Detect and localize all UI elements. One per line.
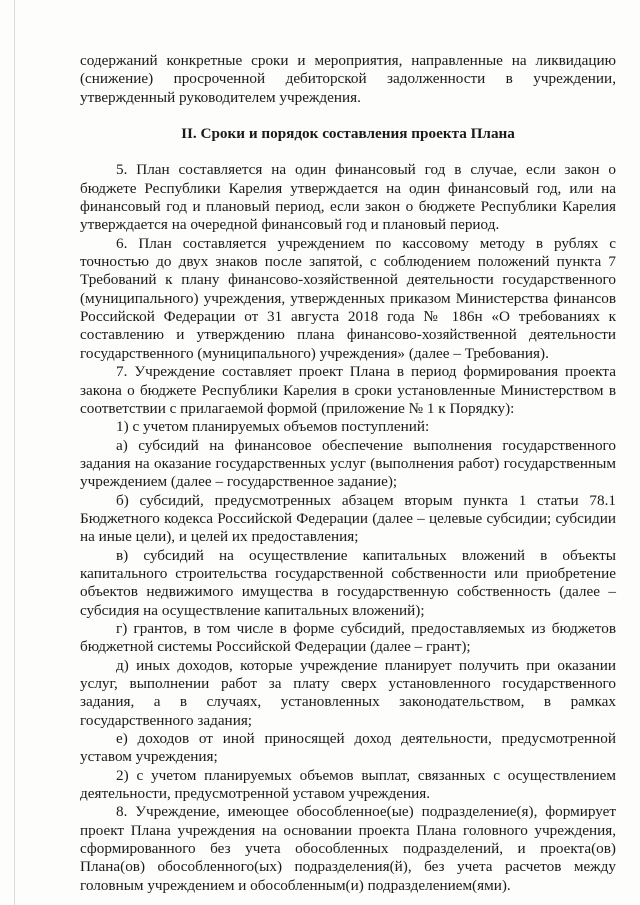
- item-a: а) субсидий на финансовое обеспечение выполнения государственного задания на оказание государственных услуг (выполнения работ) государственным учреждением (далее – государственное задание);: [80, 436, 616, 491]
- section-title: II. Сроки и порядок составления проекта Плана: [181, 125, 515, 143]
- item-v: в) субсидий на осуществление капитальных вложений в объекты капитального строительства государственной собственности или приобретение объектов недвижимого имущества в государственную собственность (далее – субсидия на осуществление капитальных вложений);: [80, 546, 616, 619]
- scan-edge-line: [14, 0, 15, 905]
- paragraph-5: 5. План составляется на один финансовый год в случае, если закон о бюджете Республики Карелия утверждается на один финансовый год, или на финансовый год и плановый период, если закон о бюджете Республики Карелия утверждается на очередной финансовый год и плановый период.: [80, 161, 616, 234]
- item-g: г) грантов, в том числе в форме субсидий, предоставляемых из бюджетов бюджетной системы Российской Федерации (далее – грант);: [80, 619, 616, 656]
- item-b: б) субсидий, предусмотренных абзацем вторым пункта 1 статьи 78.1 Бюджетного кодекса Российской Федерации (далее – целевые субсидии; субсидии на иные цели), и целей их предоставления;: [80, 491, 616, 546]
- document-body: [80, 52, 616, 895]
- item-2: 2) с учетом планируемых объемов выплат, связанных с осуществлением деятельности, предусмотренной уставом учреждения.: [80, 766, 616, 803]
- paragraph-6: 6. План составляется учреждением по кассовому методу в рублях с точностью до двух знаков после запятой, с соблюдением положений пункта 7 Требований к плану финансово-хозяйственной деятельности государственного (муниципального) учреждения, утвержденных приказом Министерства финансов Российской Федерации от 31 августа 2018 года № 186н «О требованиях к составлению и утверждению плана финансово-хозяйственной деятельности государственного (муниципального) учреждения» (далее – Требования).: [80, 234, 616, 362]
- intro-paragraph: содержаний конкретные сроки и мероприятия, направленные на ликвидацию (снижение) просроченной дебиторской задолженности в учреждении, утвержденный руководителем учреждения.: [80, 52, 616, 106]
- item-e: е) доходов от иной приносящей доход деятельности, предусмотренной уставом учреждения;: [80, 730, 616, 766]
- item-1: 1) с учетом планируемых объемов поступлений:: [116, 418, 430, 436]
- paragraph-7: 7. Учреждение составляет проект Плана в период формирования проекта закона о бюджете Республики Карелия в сроки установленные Министерством в соответствии с прилагаемой формой (приложение № 1 к Порядку):: [80, 363, 616, 417]
- paragraph-8: 8. Учреждение, имеющее обособленное(ые) подразделение(я), формирует проект Плана учреждения на основании проекта Плана головного учреждения, сформированного без учета обособленных подразделений, и проекта(ов) Плана(ов) обособленного(ых) подразделения(й), без учета расчетов между головным учреждением и обособленным(и) подразделением(ями).: [80, 803, 616, 894]
- item-d: д) иных доходов, которые учреждение планирует получить при оказании услуг, выполнении работ за плату сверх установленного государственного задания, а в случаях, установленных законодательством, в рамках государственного задания;: [80, 656, 616, 729]
